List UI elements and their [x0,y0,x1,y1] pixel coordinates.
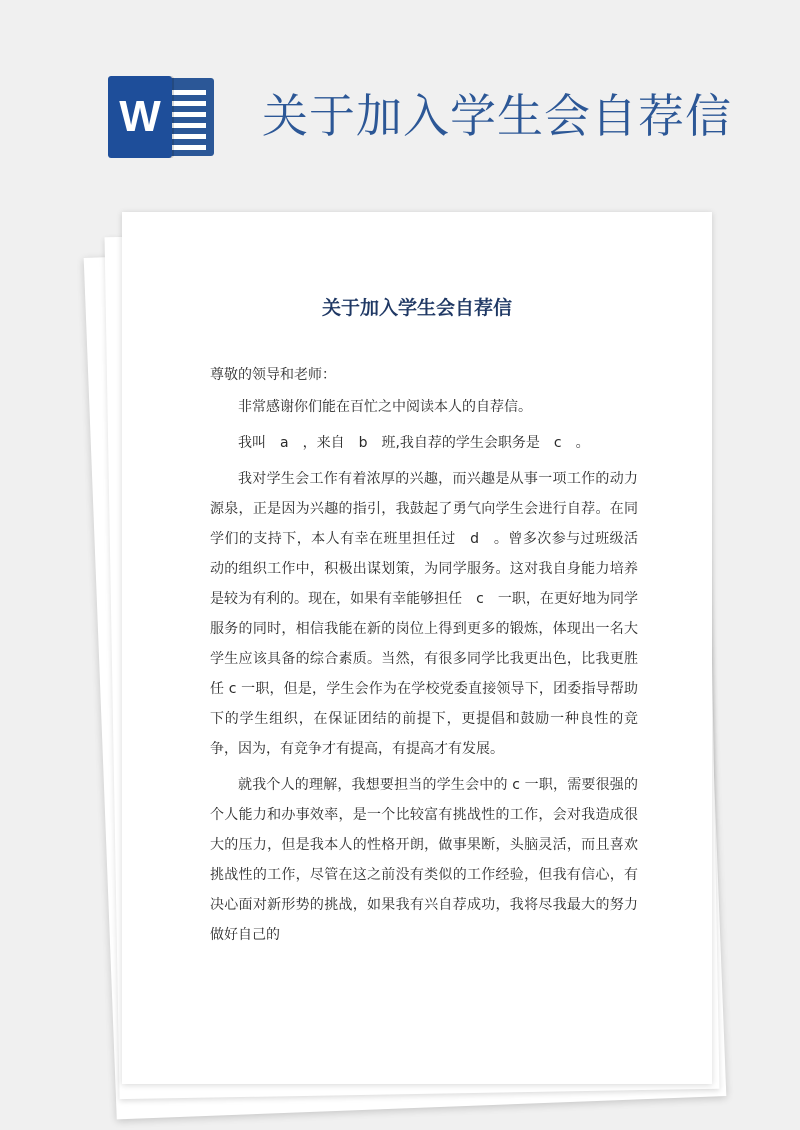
paragraph-intro: 非常感谢你们能在百忙之中阅读本人的自荐信。 [238,399,532,415]
header [0,0,800,200]
salutation: 尊敬的领导和老师： [210,367,336,383]
paragraph-motivation: 我对学生会工作有着浓厚的兴趣，而兴趣是从事一项工作的动力源泉，正是因为兴趣的指引，我鼓起了勇气向学生会进行自荐。在同学们的支持下，本人有幸在班里担任过 d 。曾多次参与过班级活动的组织工作中，积极出谋划策，为同学服务。这对我自身能力培养是较为有利的。现在，如果有幸能够担任 c 一职，在更好地为同学服务的同时，相信我能在新的岗位上得到更多的锻炼，体现出一名大学生应该具备的综合素质。当然，有很多同学比我更出色，比我更胜任 c 一职，但是，学生会作为在学校党委直接领导下，团委指导帮助下的学生组织，在保证团结的前提下，更提倡和鼓励一种良性的竞争，因为，有竞争才有提高，有提高才有发展。 [210,471,638,757]
word-letter-badge: W [108,76,172,158]
document-page [122,212,712,1084]
document-title: 关于加入学生会自荐信 [321,297,512,319]
page-title: 关于加入学生会自荐信 [262,89,732,143]
word-icon [108,76,214,158]
paragraph-identity: 我叫 a ，来自 b 班,我自荐的学生会职务是 c 。 [238,435,590,451]
word-doc-lines [166,90,206,156]
paragraph-understanding: 就我个人的理解，我想要担当的学生会中的 c 一职，需要很强的个人能力和办事效率，是一个比较富有挑战性的工作，会对我造成很大的压力，但是我本人的性格开朗，做事果断，头脑灵活，而且喜欢挑战性的工作，尽管在这之前没有类似的工作经验，但我有信心，有决心面对新形势的挑战，如果我有兴自荐成功，我将尽我最大的努力做好自己的 [210,777,638,943]
document-body [210,360,638,950]
